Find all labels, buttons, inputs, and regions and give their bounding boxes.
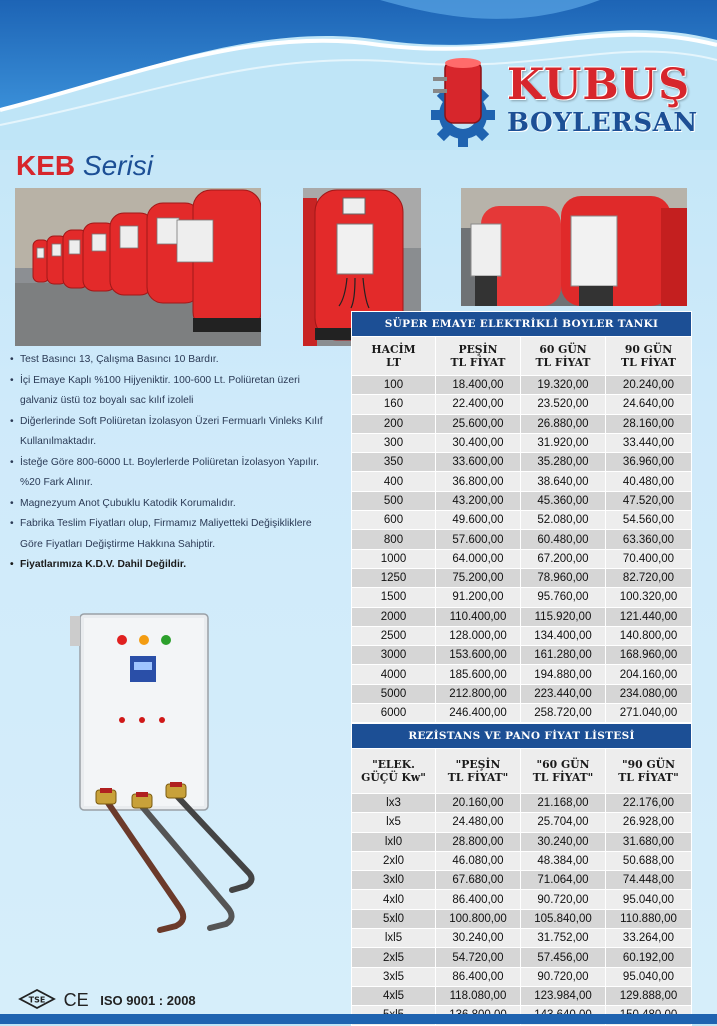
table-row xyxy=(352,851,692,870)
table-row xyxy=(352,832,692,851)
price-cell: 28.160,00 xyxy=(606,414,692,433)
price-cell: 67.200,00 xyxy=(521,549,606,568)
column-header-line2: LT xyxy=(386,356,401,369)
row-label-cell: 100 xyxy=(352,376,436,395)
price-cell: 161.280,00 xyxy=(521,646,606,665)
tse-logo-icon xyxy=(18,988,56,1013)
price-cell: 123.984,00 xyxy=(521,986,606,1005)
price-cell: 105.840,00 xyxy=(521,909,606,928)
price-cell: 90.720,00 xyxy=(521,967,606,986)
row-label-cell: 1500 xyxy=(352,588,436,607)
price-cell: 19.320,00 xyxy=(521,376,606,395)
column-header-line1: "90 GÜN xyxy=(622,758,675,771)
price-cell: 30.400,00 xyxy=(436,433,521,452)
price-cell: 185.600,00 xyxy=(436,665,521,684)
feature-item: • İçi Emaye Kaplı %100 Hijyeniktir. 100-600 Lt. Poliüretan üzeri xyxy=(10,371,340,392)
table-row xyxy=(352,433,692,452)
factory-photo-tanks-row xyxy=(15,188,261,346)
price-cell: 35.280,00 xyxy=(521,453,606,472)
feature-item: • Test Basıncı 13, Çalışma Basıncı 10 Bardır. xyxy=(10,350,340,371)
column-header xyxy=(436,337,521,376)
price-cell: 52.080,00 xyxy=(521,511,606,530)
column-header-line2: GÜÇÜ Kw" xyxy=(361,771,426,784)
feature-item: • Diğerlerinde Soft Poliüretan İzolasyon Üzeri Fermuarlı Vinleks Kılıf xyxy=(10,412,340,433)
ce-mark: CE xyxy=(63,990,89,1010)
tank-photo-panels xyxy=(461,188,687,306)
price-cell: 140.800,00 xyxy=(606,626,692,645)
column-header-line2: TL FİYAT xyxy=(621,356,676,369)
row-label-cell: 300 xyxy=(352,433,436,452)
price-cell: 40.480,00 xyxy=(606,472,692,491)
price-cell: 71.064,00 xyxy=(521,871,606,890)
brand-name: KUBUŞ xyxy=(507,60,691,110)
row-label-cell: lxl0 xyxy=(352,832,436,851)
boiler-price-table xyxy=(351,311,692,723)
row-label-cell: 2500 xyxy=(352,626,436,645)
price-cell: 24.640,00 xyxy=(606,395,692,414)
table-row xyxy=(352,929,692,948)
svg-text:TSE: TSE xyxy=(28,995,46,1005)
series-suffix: Serisi xyxy=(82,150,153,181)
price-cell: 22.400,00 xyxy=(436,395,521,414)
table-row xyxy=(352,395,692,414)
price-cell: 129.888,00 xyxy=(606,986,692,1005)
table-row xyxy=(352,890,692,909)
price-cell: 128.000,00 xyxy=(436,626,521,645)
price-cell: 57.456,00 xyxy=(521,948,606,967)
row-label-cell: 2000 xyxy=(352,607,436,626)
column-header xyxy=(352,337,436,376)
price-cell: 21.168,00 xyxy=(521,794,606,813)
table-row xyxy=(352,871,692,890)
price-cell: 45.360,00 xyxy=(521,491,606,510)
row-label-cell: 400 xyxy=(352,472,436,491)
table-row xyxy=(352,376,692,395)
row-label-cell: 5000 xyxy=(352,684,436,703)
price-cell: 118.080,00 xyxy=(436,986,521,1005)
table-row xyxy=(352,607,692,626)
table-row xyxy=(352,684,692,703)
features-list xyxy=(10,350,340,576)
column-header xyxy=(352,749,436,794)
column-header xyxy=(521,337,606,376)
row-label-cell: 6000 xyxy=(352,704,436,723)
price-cell: 50.688,00 xyxy=(606,851,692,870)
price-cell: 95.040,00 xyxy=(606,967,692,986)
price-cell: 90.720,00 xyxy=(521,890,606,909)
row-label-cell: 800 xyxy=(352,530,436,549)
column-header xyxy=(606,337,692,376)
price-cell: 31.752,00 xyxy=(521,929,606,948)
table-row xyxy=(352,967,692,986)
column-header-line1: HACİM xyxy=(371,343,416,356)
table-row xyxy=(352,511,692,530)
price-cell: 91.200,00 xyxy=(436,588,521,607)
row-label-cell: 4xl0 xyxy=(352,890,436,909)
price-cell: 204.160,00 xyxy=(606,665,692,684)
price-cell: 95.760,00 xyxy=(521,588,606,607)
feature-item-cont: Göre Fiyatları Değiştirme Hakkına Sahiptir. xyxy=(20,538,216,550)
series-prefix: KEB xyxy=(16,150,76,181)
price-cell: 20.240,00 xyxy=(606,376,692,395)
price-cell: 46.080,00 xyxy=(436,851,521,870)
price-cell: 110.880,00 xyxy=(606,909,692,928)
price-cell: 43.200,00 xyxy=(436,491,521,510)
price-cell: 49.600,00 xyxy=(436,511,521,530)
row-label-cell: 4xl5 xyxy=(352,986,436,1005)
feature-item: • İsteğe Göre 800-6000 Lt. Boylerlerde Poliüretan İzolasyon Yapılır. xyxy=(10,453,340,474)
table-row xyxy=(352,588,692,607)
price-cell: 110.400,00 xyxy=(436,607,521,626)
row-label-cell: lxl5 xyxy=(352,929,436,948)
feature-item: • Fabrika Teslim Fiyatları olup, Firmamız Maliyetteki Değişikliklere xyxy=(10,514,340,535)
price-cell: 36.800,00 xyxy=(436,472,521,491)
price-cell: 86.400,00 xyxy=(436,967,521,986)
feature-item-cont: galvaniz üstü toz boyalı sac kılıf izoleli xyxy=(20,395,194,406)
price-cell: 54.720,00 xyxy=(436,948,521,967)
price-cell: 31.680,00 xyxy=(606,832,692,851)
column-header-line1: "60 GÜN xyxy=(536,758,590,771)
row-label-cell: 3xl0 xyxy=(352,871,436,890)
row-label-cell: 3xl5 xyxy=(352,967,436,986)
table-title: SÜPER EMAYE ELEKTRİKLİ BOYLER TANKI xyxy=(352,312,692,337)
price-cell: 258.720,00 xyxy=(521,704,606,723)
row-label-cell: lx5 xyxy=(352,813,436,832)
column-header-line1: "ELEK. xyxy=(372,758,415,771)
price-cell: 121.440,00 xyxy=(606,607,692,626)
table-row xyxy=(352,491,692,510)
feature-item-vat: • Fiyatlarımıza K.D.V. Dahil Değildir. xyxy=(10,555,340,576)
resistance-panel-price-table xyxy=(351,723,692,1026)
column-header-line2: TL FİYAT xyxy=(450,356,506,369)
row-label-cell: 2xl0 xyxy=(352,851,436,870)
price-cell: 36.960,00 xyxy=(606,453,692,472)
price-cell: 26.928,00 xyxy=(606,813,692,832)
table-row xyxy=(352,794,692,813)
price-cell: 134.400,00 xyxy=(521,626,606,645)
column-header-line1: "PEŞİN xyxy=(455,758,501,771)
price-cell: 25.600,00 xyxy=(436,414,521,433)
row-label-cell: 2xl5 xyxy=(352,948,436,967)
table-row xyxy=(352,704,692,723)
column-header-line2: TL FİYAT" xyxy=(447,771,509,784)
price-cell: 70.400,00 xyxy=(606,549,692,568)
price-cell: 31.920,00 xyxy=(521,433,606,452)
row-label-cell: 160 xyxy=(352,395,436,414)
table-row xyxy=(352,414,692,433)
price-cell: 30.240,00 xyxy=(521,832,606,851)
table-row xyxy=(352,626,692,645)
price-cell: 223.440,00 xyxy=(521,684,606,703)
table-row xyxy=(352,665,692,684)
table-title: REZİSTANS VE PANO FİYAT LİSTESİ xyxy=(352,724,692,749)
price-cell: 78.960,00 xyxy=(521,568,606,587)
control-panel-heater-photo xyxy=(70,608,285,968)
table-row xyxy=(352,453,692,472)
column-header-line2: TL FİYAT xyxy=(535,356,591,369)
footer-bar xyxy=(0,1014,717,1024)
row-label-cell: 600 xyxy=(352,511,436,530)
price-cell: 95.040,00 xyxy=(606,890,692,909)
price-cell: 48.384,00 xyxy=(521,851,606,870)
price-cell: 246.400,00 xyxy=(436,704,521,723)
price-cell: 115.920,00 xyxy=(521,607,606,626)
price-cell: 100.800,00 xyxy=(436,909,521,928)
price-cell: 22.176,00 xyxy=(606,794,692,813)
price-cell: 60.480,00 xyxy=(521,530,606,549)
row-label-cell: 1000 xyxy=(352,549,436,568)
price-cell: 74.448,00 xyxy=(606,871,692,890)
price-cell: 86.400,00 xyxy=(436,890,521,909)
row-label-cell: 4000 xyxy=(352,665,436,684)
row-label-cell: 500 xyxy=(352,491,436,510)
price-cell: 57.600,00 xyxy=(436,530,521,549)
table-row xyxy=(352,813,692,832)
row-label-cell: 200 xyxy=(352,414,436,433)
price-cell: 100.320,00 xyxy=(606,588,692,607)
column-header xyxy=(436,749,521,794)
price-cell: 67.680,00 xyxy=(436,871,521,890)
price-cell: 212.800,00 xyxy=(436,684,521,703)
column-header-line2: TL FİYAT" xyxy=(618,771,679,784)
series-title xyxy=(16,150,153,182)
price-cell: 63.360,00 xyxy=(606,530,692,549)
table-row xyxy=(352,530,692,549)
feature-item-cont: Kullanılmaktadır. xyxy=(20,436,97,447)
price-cell: 33.600,00 xyxy=(436,453,521,472)
price-cell: 30.240,00 xyxy=(436,929,521,948)
price-cell: 60.192,00 xyxy=(606,948,692,967)
table-row xyxy=(352,549,692,568)
price-cell: 24.480,00 xyxy=(436,813,521,832)
price-cell: 47.520,00 xyxy=(606,491,692,510)
price-cell: 33.440,00 xyxy=(606,433,692,452)
table-row xyxy=(352,646,692,665)
table-row xyxy=(352,909,692,928)
price-cell: 23.520,00 xyxy=(521,395,606,414)
row-label-cell: 350 xyxy=(352,453,436,472)
price-cell: 234.080,00 xyxy=(606,684,692,703)
price-cell: 26.880,00 xyxy=(521,414,606,433)
column-header-line1: PEŞİN xyxy=(458,343,498,356)
column-header-line1: 60 GÜN xyxy=(539,343,587,356)
price-cell: 168.960,00 xyxy=(606,646,692,665)
price-cell: 20.160,00 xyxy=(436,794,521,813)
price-cell: 194.880,00 xyxy=(521,665,606,684)
price-cell: 64.000,00 xyxy=(436,549,521,568)
iso-cert: ISO 9001 : 2008 xyxy=(100,993,196,1008)
table-row xyxy=(352,948,692,967)
price-cell: 25.704,00 xyxy=(521,813,606,832)
price-cell: 18.400,00 xyxy=(436,376,521,395)
price-cell: 271.040,00 xyxy=(606,704,692,723)
price-cell: 75.200,00 xyxy=(436,568,521,587)
certification-strip xyxy=(18,988,196,1013)
table-row xyxy=(352,568,692,587)
row-label-cell: 1250 xyxy=(352,568,436,587)
row-label-cell: 5xl0 xyxy=(352,909,436,928)
price-cell: 38.640,00 xyxy=(521,472,606,491)
table-row xyxy=(352,986,692,1005)
column-header-line2: TL FİYAT" xyxy=(532,771,594,784)
feature-item-cont: %20 Fark Alınır. xyxy=(20,477,93,488)
feature-item: • Magnezyum Anot Çubuklu Katodik Korumalıdır. xyxy=(10,494,340,515)
price-cell: 153.600,00 xyxy=(436,646,521,665)
brand-subname: BOYLERSAN xyxy=(507,108,698,138)
row-label-cell: 3000 xyxy=(352,646,436,665)
column-header-line1: 90 GÜN xyxy=(624,343,673,356)
table-row xyxy=(352,472,692,491)
row-label-cell: lx3 xyxy=(352,794,436,813)
price-cell: 33.264,00 xyxy=(606,929,692,948)
column-header xyxy=(606,749,692,794)
column-header xyxy=(521,749,606,794)
price-cell: 82.720,00 xyxy=(606,568,692,587)
price-cell: 28.800,00 xyxy=(436,832,521,851)
price-cell: 54.560,00 xyxy=(606,511,692,530)
